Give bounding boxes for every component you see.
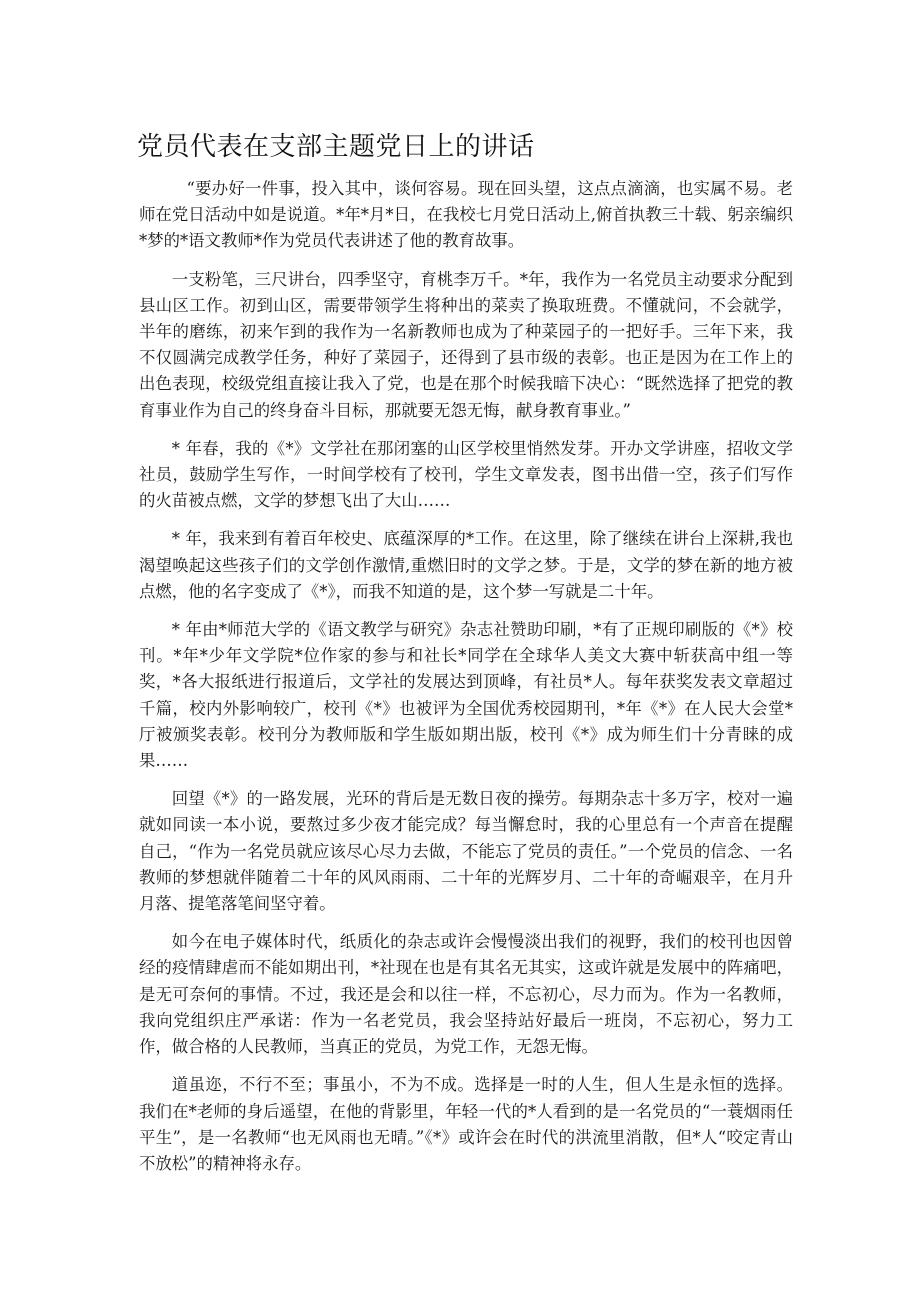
paragraph: * 年由*师范大学的《语文教学与研究》杂志社赞助印刷，*有了正规印刷版的《*》校刊。*年*少年文学院*位作家的参与和社长*同学在全球华人美文大赛中斩获高中组一等奖，*各大报纸进行报道后，文学社的发展达到顶峰，有社员*人。每年获奖发表文章超过千篇，校内外影响较广，校刊《*》也被评为全国优秀校园期刊，*年《*》在人民大会堂*厅被颁奖表彰。校刊分为教师版和学生版如期出版，校刊《*》成为师生们十分青睐的成果…… [139, 620, 793, 771]
paragraph: 如今在电子媒体时代，纸质化的杂志或许会慢慢淡出我们的视野，我们的校刊也因曾经的疫情肆虐而不能如期出刊，*社现在也是有其名无其实，这或许就是发展中的阵痛吧，是无可奈何的事情。不过，我还是会和以往一样，不忘初心，尽力而为。作为一名教师，我向党组织庄严承诺：作为一名老党员，我会坚持站好最后一班岗，不忘初心，努力工作，做合格的人民教师，当真正的党员，为党工作，无怨无悔。 [139, 932, 793, 1057]
paragraph: 回望《*》的一路发展，光环的背后是无数日夜的操劳。每期杂志十多万字，校对一遍就如同读一本小说，要熬过多少夜才能完成？每当懈怠时，我的心里总有一个声音在提醒自己，“作为一名党员就应该尽心尽力去做，不能忘了党员的责任。”一个党员的信念、一名教师的梦想就伴随着二十年的风风雨雨、二十年的光辉岁月、二十年的奇崛艰辛，在月升月落、提笔落笔间坚守着。 [139, 789, 793, 914]
document-body [139, 176, 793, 1189]
paragraph: 道虽迩，不行不至；事虽小，不为不成。选择是一时的人生，但人生是永恒的选择。我们在*老师的身后遥望，在他的背影里，年轻一代的*人看到的是一名党员的“一蓑烟雨任平生”，是一名教师“也无风雨也无晴。”《*》或许会在时代的洪流里消散，但*人“咬定青山不放松”的精神将永存。 [139, 1075, 793, 1173]
document-title: 党员代表在支部主题党日上的讲话 [137, 132, 535, 162]
paragraph: 一支粉笔，三尺讲台，四季坚守，育桃李万千。*年，我作为一名党员主动要求分配到县山区工作。初到山区，需要带领学生将种出的菜卖了换取班费。不懂就问，不会就学，半年的磨练，初来乍到的我作为一名新教师也成为了种菜园子的一把好手。三年下来，我不仅圆满完成教学任务，种好了菜园子，还得到了县市级的表彰。也正是因为在工作上的出色表现，校级党组直接让我入了党，也是在那个时候我暗下决心：“既然选择了把党的教育事业作为自己的终身奋斗目标，那就要无怨无悔，献身教育事业。” [139, 269, 793, 420]
paragraph: “要办好一件事，投入其中，谈何容易。现在回头望，这点点滴滴，也实属不易。老师在党日活动中如是说道。*年*月*日，在我校七月党日活动上,俯首执教三十载、躬亲编织*梦的*语文教师*作为党员代表讲述了他的教育故事。 [139, 179, 793, 251]
paragraph: * 年春，我的《*》文学社在那闭塞的山区学校里悄然发芽。开办文学讲座，招收文学社员，鼓励学生写作，一时间学校有了校刊，学生文章发表，图书出借一空，孩子们写作的火苗被点燃，文学的梦想飞出了大山…… [139, 438, 793, 511]
paragraph: * 年，我来到有着百年校史、底蕴深厚的*工作。在这里，除了继续在讲台上深耕,我也渴望唤起这些孩子们的文学创作激情,重燃旧时的文学之梦。于是，文学的梦在新的地方被点燃，他的名字变成了《*》，而我不知道的是，这个梦一写就是二十年。 [139, 529, 793, 601]
